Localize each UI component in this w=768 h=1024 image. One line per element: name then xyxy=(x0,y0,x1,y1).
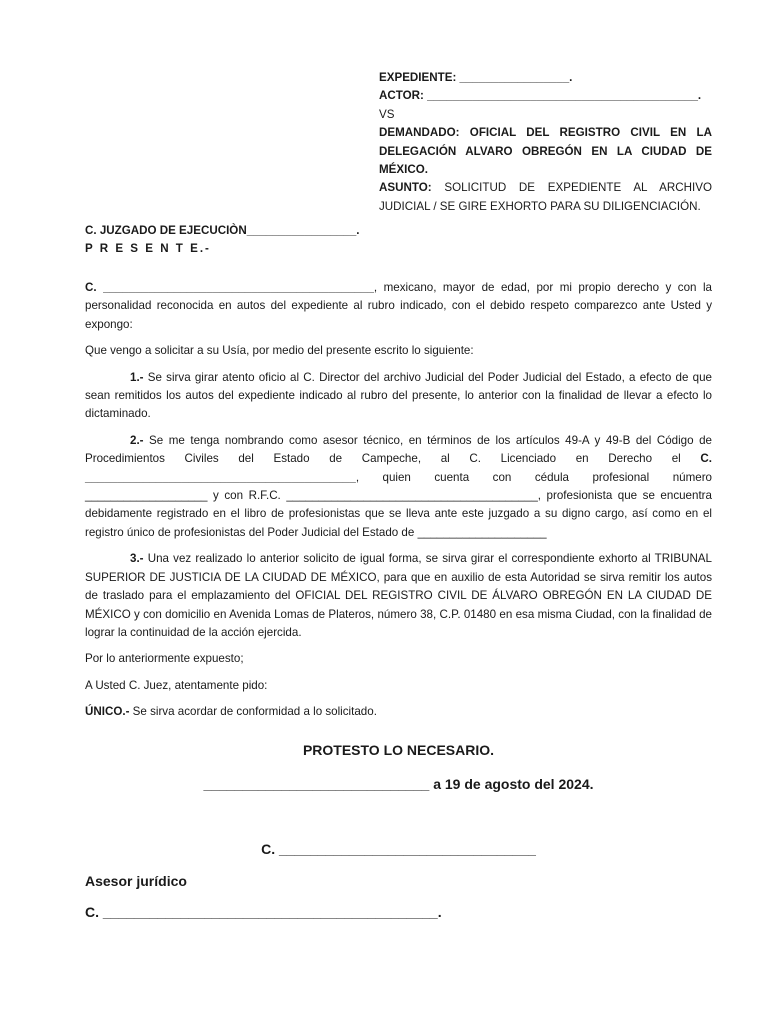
addressee-block xyxy=(85,222,711,259)
place-date-line xyxy=(85,775,712,793)
point-3-number: 3.- xyxy=(130,552,144,566)
date-text: a 19 de agosto del 2024. xyxy=(429,776,594,792)
pido-paragraph: A Usted C. Juez, atentamente pido: xyxy=(85,678,268,692)
vs-line: VS xyxy=(379,107,395,121)
document-body xyxy=(85,279,712,730)
demandado-line: DEMANDADO: OFICIAL DEL REGISTRO CIVIL EN LA DELEGACIÓN ALVARO OBREGÓN EN LA CIUDAD DE MÉXICO. xyxy=(379,126,712,177)
point-1-text: Se sirva girar atento oficio al C. Director del archivo Judicial del Poder Judicial del Estado, a efecto de que sean remitidos los autos del expediente indicado al rubro del presente, lo anterior con la finalidad de llevar a efecto lo dictaminado. xyxy=(85,370,712,421)
asesor-signature-line: C. ___________________________________________. xyxy=(85,904,442,920)
point-3-text: Una vez realizado lo anterior solicito de igual forma, se sirva girar el correspondiente exhorto al TRIBUNAL SUPERIOR DE JUSTICIA DE LA CIUDAD DE MÉXICO, para que en auxilio de esta Autoridad se sirva remitir los autos de traslado para el emplazamiento del OFICIAL DEL REGISTRO CIVIL DE ÁLVARO OBREGÓN EN LA CIUDAD DE MÉXICO y con domicilio en Avenida Lomas de Plateros, número 38, C.P. 01480 en esa misma Ciudad, con la finalidad de lograr la continuidad de la acción ejercida. xyxy=(85,552,712,639)
asunto-label: ASUNTO: xyxy=(379,181,432,195)
point-2-paragraph xyxy=(85,432,712,542)
point-2-text-d: , profesionista que se encuentra debidamente registrado en el libro de profesionistas que se lleva ante este juzgado a su digno cargo, así como en el registro único de profesionistas del Poder Judicial del Estado de xyxy=(85,489,712,539)
asunto-line xyxy=(379,179,712,216)
asunto-text: SOLICITUD DE EXPEDIENTE AL ARCHIVO JUDICIAL / SE GIRE EXHORTO PARA SU DILIGENCIACIÓN. xyxy=(379,181,712,213)
presente-line: P R E S E N T E.- xyxy=(85,242,211,256)
signer-line: C. _________________________________ xyxy=(261,841,536,857)
expuesto-paragraph: Por lo anteriormente expuesto; xyxy=(85,652,244,666)
solicit-paragraph: Que vengo a solicitar a su Usía, por medio del presente escrito lo siguiente: xyxy=(85,344,474,358)
point-2-text-b: , quien cuenta con cédula profesional número xyxy=(355,470,712,484)
expediente-line: EXPEDIENTE: _________________. xyxy=(379,71,573,84)
intro-text: , mexicano, mayor de edad, por mi propio derecho y con la personalidad reconocida en autos del expediente al rubro indicado, con el debido respeto comparezco ante Usted y expongo: xyxy=(85,281,712,331)
point-1-paragraph xyxy=(85,369,712,424)
unico-text: Se sirva acordar de conformidad a lo solicitado. xyxy=(129,705,377,719)
protesto-line: PROTESTO LO NECESARIO. xyxy=(302,742,495,758)
intro-name-blank: C. __________________________________________ xyxy=(85,281,374,294)
case-header xyxy=(379,69,712,216)
unico-label: ÚNICO.- xyxy=(85,705,130,719)
unico-paragraph xyxy=(85,703,712,721)
advisor-name-blank: C. __________________________________________ xyxy=(85,452,712,484)
estado-blank: ____________________ xyxy=(417,525,547,539)
court-line: C. JUZGADO DE EJECUCIÒN_________________. xyxy=(85,224,360,237)
intro-paragraph xyxy=(85,279,712,334)
point-2-text-a: Se me tenga nombrando como asesor técnico, en términos de los artículos 49-A y 49-B del Código de Procedimientos Civiles del Estado de Campeche, al C. Licenciado en Derecho el xyxy=(85,433,712,466)
point-2-number: 2.- xyxy=(130,433,144,447)
point-1-number: 1.- xyxy=(130,370,144,384)
asesor-heading: Asesor jurídico xyxy=(85,873,187,889)
point-2-text-c: y con R.F.C. xyxy=(207,489,287,503)
place-blank: _____________________________ xyxy=(203,776,430,792)
cedula-blank: ___________________ xyxy=(85,489,208,503)
actor-line: ACTOR: __________________________________________. xyxy=(379,89,702,103)
point-3-paragraph xyxy=(85,550,712,642)
rfc-blank: _______________________________________ xyxy=(286,489,538,503)
